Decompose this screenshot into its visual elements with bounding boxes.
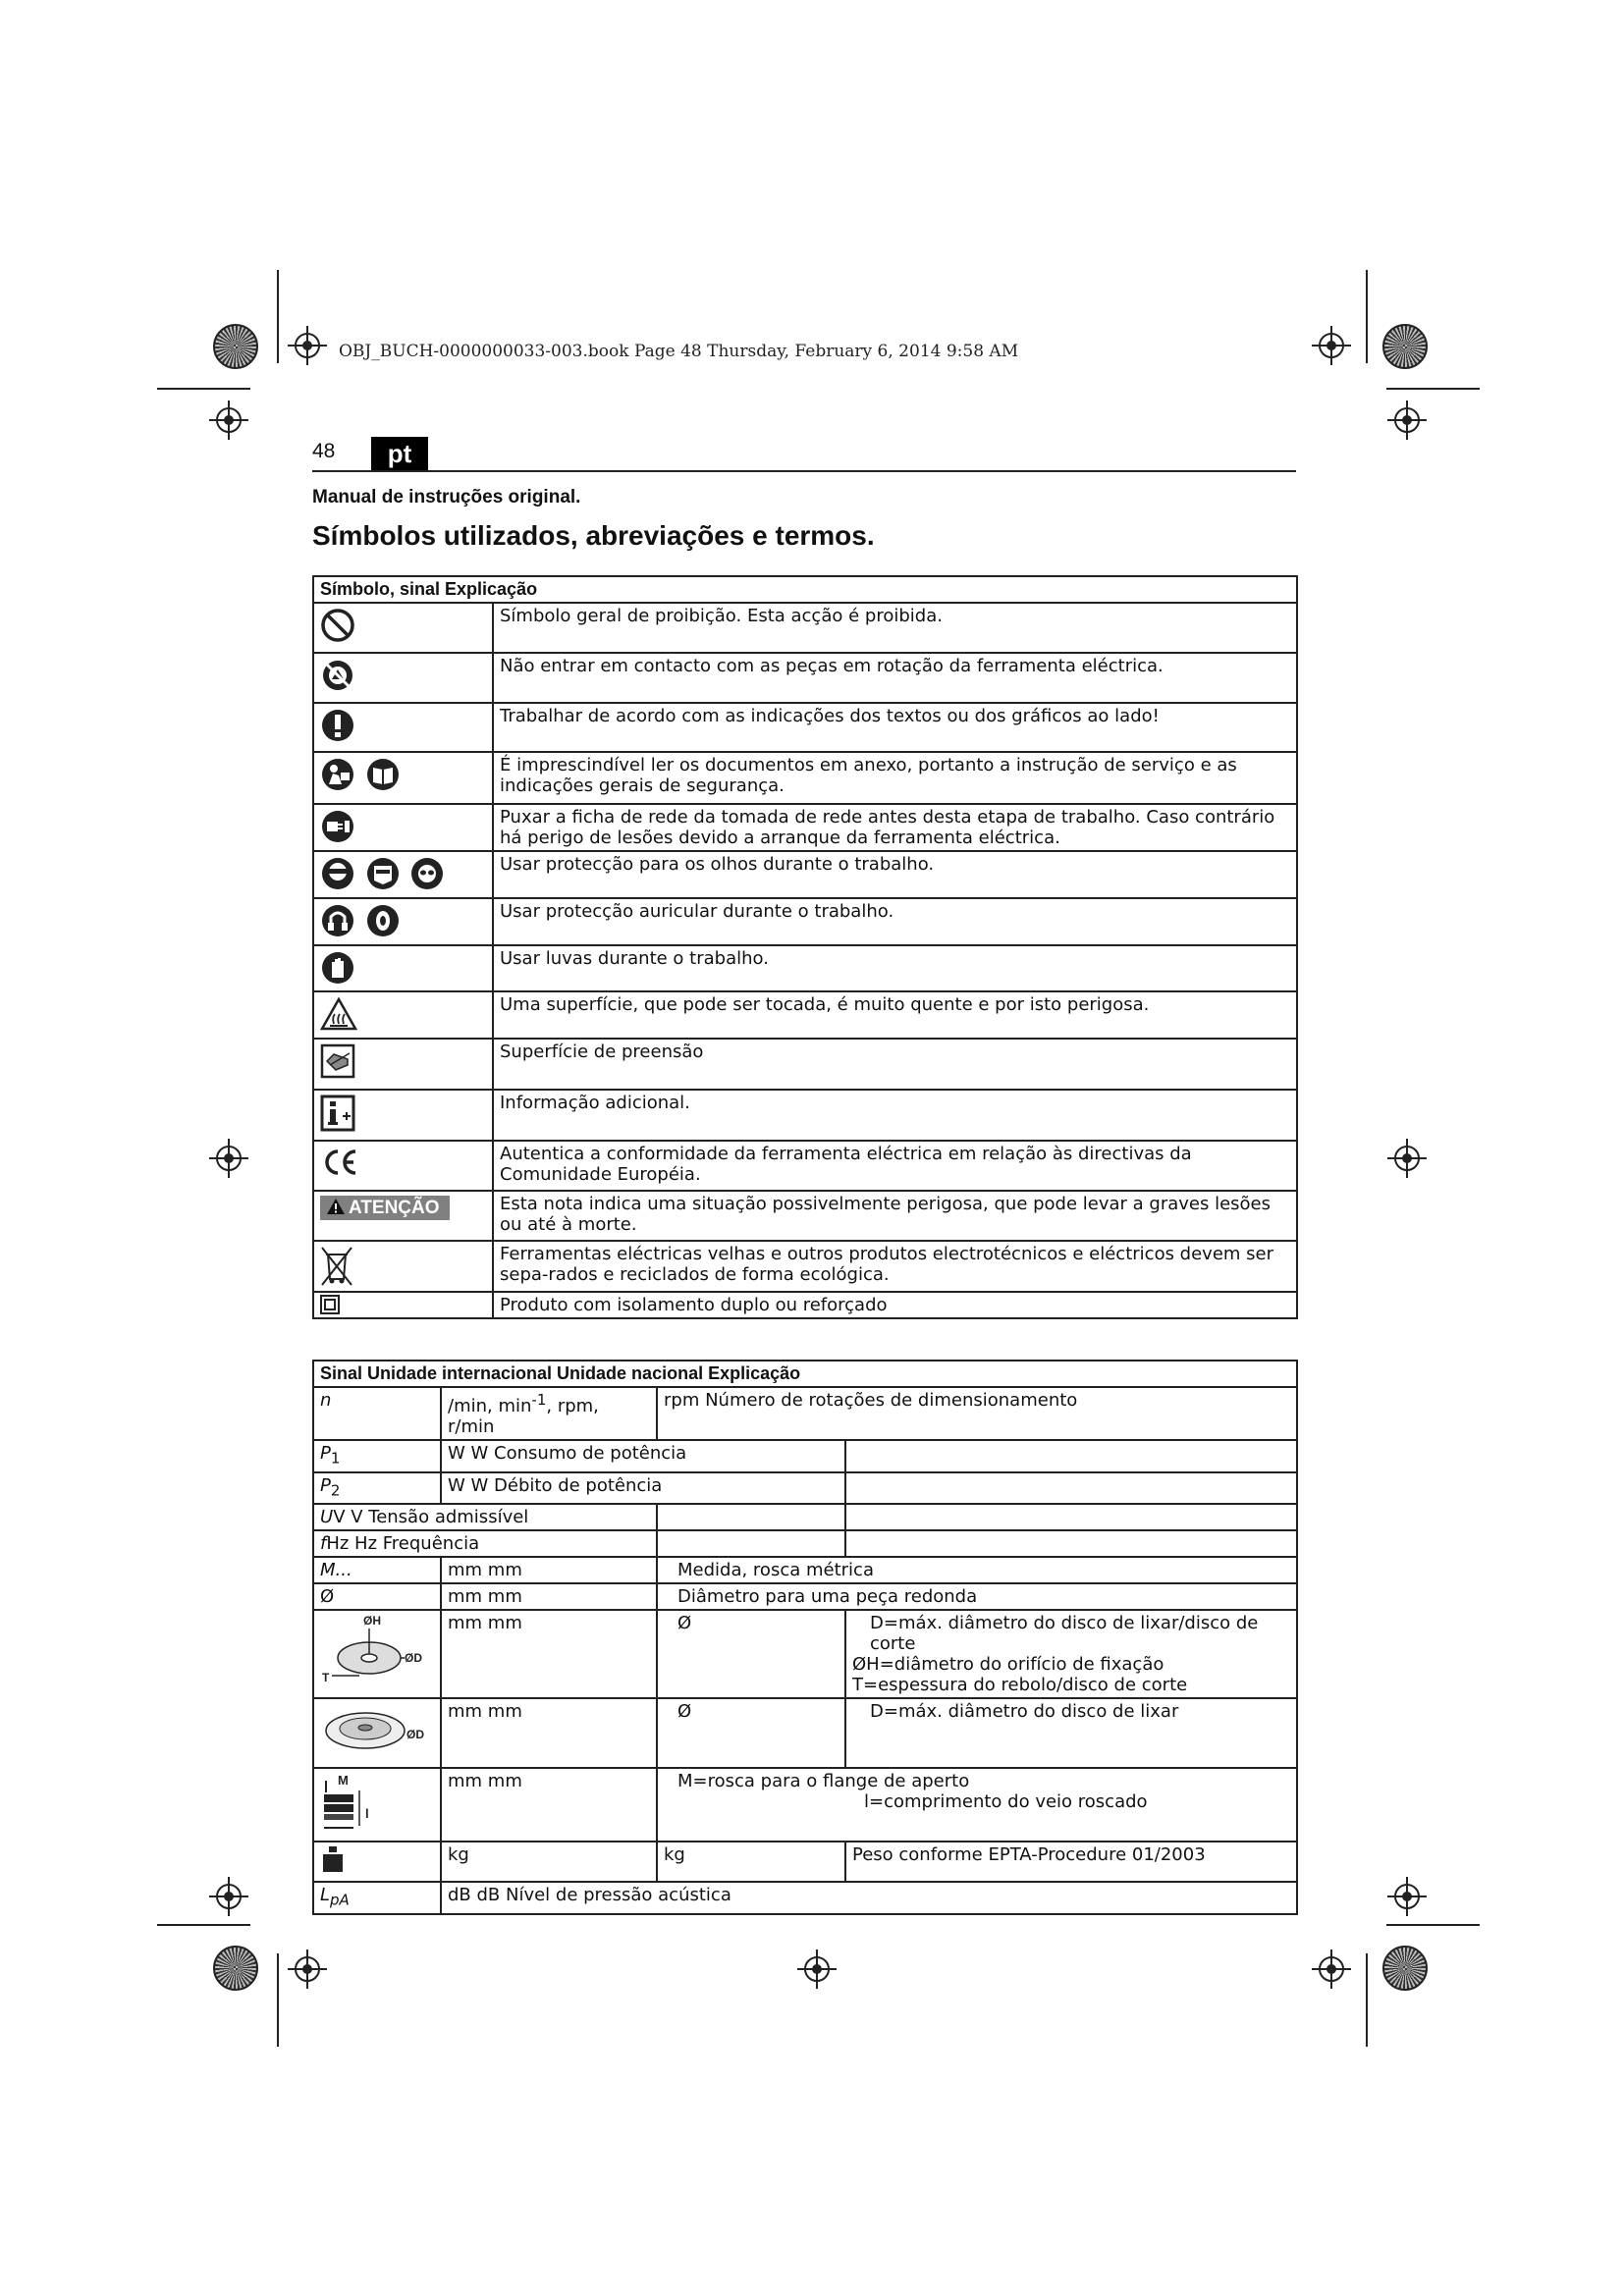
explanation-cell: Trabalhar de acordo com as indicações dos textos ou dos gráficos ao lado! [493, 703, 1297, 752]
registration-mark-icon [797, 1949, 837, 1989]
sign-l: L [320, 1885, 331, 1906]
table-row [313, 1842, 1297, 1882]
grip-surface-icon [320, 1043, 355, 1079]
table-row [313, 752, 1297, 804]
crop-mark [157, 388, 250, 390]
sign-u: U [320, 1507, 334, 1528]
ce-mark-icon [320, 1146, 361, 1179]
explanation-cell: Ferramentas eléctricas velhas e outros produtos electrotécnicos e eléctricos devem ser sepa-rados e reciclados de forma ecológica. [493, 1241, 1297, 1292]
sign-cell [313, 1842, 441, 1882]
unplug-icon [320, 809, 355, 844]
symbol-cell [313, 991, 493, 1039]
empty-cell [845, 1472, 1297, 1505]
crop-mark [1386, 1924, 1480, 1926]
svg-text:ØD: ØD [405, 1651, 422, 1666]
sign-n: n [320, 1390, 332, 1411]
subtitle: Manual de instruções original. [312, 487, 581, 507]
explanation-cell: Usar luvas durante o trabalho. [493, 945, 1297, 991]
crop-mark [157, 1924, 250, 1926]
explanation-line: ØH=diâmetro do orifício de fixação [852, 1654, 1164, 1676]
intl-unit-text: , rpm, [546, 1396, 599, 1416]
intl-unit-cell [441, 1387, 657, 1440]
table-row [313, 703, 1297, 752]
combined-cell [313, 1504, 657, 1530]
prohibition-icon [320, 608, 355, 643]
ear-muffs-icon [365, 903, 401, 938]
goggles-icon [409, 856, 445, 891]
symbol-cell [313, 703, 493, 752]
page-number: 48 [312, 440, 336, 462]
table-row [313, 898, 1297, 945]
eye-protection-icon [320, 856, 355, 891]
symbol-cell [313, 1292, 493, 1318]
symbol-cell [313, 1090, 493, 1141]
no-touch-rotating-icon [320, 658, 355, 693]
subscript: 1 [330, 1449, 341, 1468]
table-header-row [313, 576, 1297, 603]
sign-cell [313, 1698, 441, 1768]
registration-mark-icon [288, 326, 327, 365]
table-row [313, 1610, 1297, 1698]
table-row [313, 1472, 1297, 1505]
intl-unit-cell: mm mm [441, 1610, 657, 1698]
hot-surface-icon [320, 996, 357, 1032]
intl-unit-cell: kg [441, 1842, 657, 1882]
sanding-disc-diagram-icon [320, 1701, 430, 1760]
table-row [313, 603, 1297, 653]
empty-cell [845, 1504, 1297, 1530]
manual-book-icon [365, 757, 401, 792]
sign-m: M... [320, 1560, 352, 1581]
national-unit-cell: rpm Número de rotações de dimensionamento [657, 1387, 1297, 1440]
combined-text: Hz Hz Frequência [326, 1533, 480, 1555]
explanation-cell: Superfície de preensão [493, 1039, 1297, 1090]
table-row [313, 1530, 1297, 1557]
explanation-cell: Usar protecção para os olhos durante o trabalho. [493, 851, 1297, 898]
empty-cell [657, 1504, 845, 1530]
intl-unit-cell: mm mm [441, 1583, 657, 1610]
spindle-thread-diagram-icon [320, 1771, 379, 1834]
explanation-cell [845, 1610, 1297, 1698]
table-header: Sinal Unidade internacional Unidade nacional Explicação [313, 1361, 1297, 1387]
table-row [313, 1141, 1297, 1191]
subscript: pA [330, 1891, 350, 1909]
symbol-cell [313, 653, 493, 703]
superscript: -1 [531, 1391, 547, 1409]
color-bar-icon [213, 1946, 258, 1991]
registration-mark-icon [1387, 1139, 1427, 1178]
table-row [313, 1241, 1297, 1292]
national-unit-cell: Ø [657, 1698, 845, 1768]
registration-mark-icon [1312, 326, 1351, 365]
intl-unit-text: r/min [448, 1416, 495, 1437]
sign-f: f [320, 1533, 327, 1555]
gloves-icon [320, 950, 355, 986]
symbol-cell [313, 1191, 493, 1241]
table-row [313, 1768, 1297, 1842]
registration-mark-icon [1312, 1949, 1351, 1989]
table-row [313, 1090, 1297, 1141]
explanation-cell: É imprescindível ler os documentos em anexo, portanto a instrução de serviço e as indicações gerais de segurança. [493, 752, 1297, 804]
empty-cell [657, 1530, 845, 1557]
symbol-cell [313, 898, 493, 945]
table-row [313, 1292, 1297, 1318]
empty-cell [845, 1440, 1297, 1472]
sign-cell [313, 1387, 441, 1440]
table-header: Símbolo, sinal Explicação [313, 576, 1297, 603]
symbol-cell [313, 1039, 493, 1090]
registration-mark-icon [288, 1949, 327, 1989]
color-bar-icon [213, 324, 258, 369]
double-insulation-icon [320, 1295, 340, 1314]
symbol-cell [313, 1241, 493, 1292]
explanation-cell: Autentica a conformidade da ferramenta eléctrica em relação às directivas da Comunidade Européia. [493, 1141, 1297, 1191]
svg-text:M: M [338, 1773, 349, 1789]
registration-mark-icon [209, 1139, 248, 1178]
file-info-line: OBJ_BUCH-0000000033-003.book Page 48 Thursday, February 6, 2014 9:58 AM [339, 342, 1019, 361]
registration-mark-icon [209, 1877, 248, 1916]
language-tag: pt [371, 437, 428, 470]
table-row [313, 1882, 1297, 1914]
combined-text: V V Tensão admissível [333, 1507, 529, 1528]
explanation-cell: D=máx. diâmetro do disco de lixar [845, 1698, 1297, 1768]
sign-cell [313, 1583, 441, 1610]
national-unit-cell: Diâmetro para uma peça redonda [657, 1583, 1297, 1610]
explanation-cell: Esta nota indica uma situação possivelmente perigosa, que pode levar a graves lesões ou até à morte. [493, 1191, 1297, 1241]
registration-mark-icon [1387, 1877, 1427, 1916]
read-manual-person-icon [320, 757, 355, 792]
combined-cell: W W Débito de potência [441, 1472, 845, 1505]
intl-unit-cell: mm mm [441, 1698, 657, 1768]
face-shield-icon [365, 856, 401, 891]
warning-label-text: ATENÇÃO [349, 1198, 440, 1218]
table-row [313, 1504, 1297, 1530]
empty-cell [845, 1530, 1297, 1557]
explanation-cell: Não entrar em contacto com as peças em rotação da ferramenta eléctrica. [493, 653, 1297, 703]
registration-mark-icon [209, 400, 248, 440]
sign-cell [313, 1610, 441, 1698]
combined-cell [313, 1530, 657, 1557]
explanation-line: D=máx. diâmetro do disco de lixar/disco de corte [870, 1613, 1259, 1655]
warning-triangle-icon [326, 1198, 346, 1215]
page-title: Símbolos utilizados, abreviações e termos. [312, 520, 875, 551]
weee-bin-icon [320, 1246, 353, 1287]
explanation-cell: Informação adicional. [493, 1090, 1297, 1141]
table-row [313, 1583, 1297, 1610]
color-bar-icon [1382, 1946, 1428, 1991]
sign-cell [313, 1472, 441, 1505]
explanation-line: M=rosca para o flange de aperto [677, 1771, 970, 1792]
sign-cell [313, 1882, 441, 1914]
sign-diameter: Ø [320, 1586, 335, 1608]
explanation-line: T=espessura do rebolo/disco de corte [852, 1675, 1188, 1696]
crop-mark [277, 270, 279, 363]
symbol-cell [313, 752, 493, 804]
subscript: 2 [330, 1481, 341, 1500]
explanation-cell: Puxar a ficha de rede da tomada de rede antes desta etapa de trabalho. Caso contrário há perigo de lesões devido a arranque da ferramenta eléctrica. [493, 804, 1297, 851]
symbol-cell [313, 1141, 493, 1191]
weight-icon [320, 1844, 346, 1874]
national-unit-cell: kg [657, 1842, 845, 1882]
intl-unit-cell: mm mm [441, 1557, 657, 1583]
sign-cell [313, 1557, 441, 1583]
svg-text:l: l [365, 1806, 369, 1822]
table-row [313, 1440, 1297, 1472]
sign-cell [313, 1440, 441, 1472]
explanation-cell: Produto com isolamento duplo ou reforçado [493, 1292, 1297, 1318]
explanation-cell: Símbolo geral de proibição. Esta acção é proibida. [493, 603, 1297, 653]
symbol-cell [313, 945, 493, 991]
cutting-disc-diagram-icon [320, 1613, 430, 1687]
symbols-table [312, 575, 1298, 1319]
sign-p: P [320, 1443, 331, 1464]
registration-mark-icon [1387, 400, 1427, 440]
symbol-cell [313, 603, 493, 653]
header-rule [312, 470, 1296, 472]
table-header-row [313, 1361, 1297, 1387]
crop-mark [1366, 1953, 1368, 2047]
crop-mark [1386, 388, 1480, 390]
combined-cell: W W Consumo de potência [441, 1440, 845, 1472]
intl-unit-text: /min, min [448, 1396, 532, 1416]
national-unit-cell [657, 1768, 1297, 1842]
explanation-cell: Peso conforme EPTA-Procedure 01/2003 [845, 1842, 1297, 1882]
table-row [313, 1387, 1297, 1440]
ear-protection-icon [320, 903, 355, 938]
mandatory-exclamation-icon [320, 708, 355, 743]
table-row [313, 945, 1297, 991]
svg-text:ØH: ØH [363, 1614, 381, 1629]
sign-cell [313, 1768, 441, 1842]
combined-cell: dB dB Nível de pressão acústica [441, 1882, 1297, 1914]
explanation-cell: Usar protecção auricular durante o trabalho. [493, 898, 1297, 945]
table-row [313, 1698, 1297, 1768]
national-unit-cell: Medida, rosca métrica [657, 1557, 1297, 1583]
table-row [313, 1557, 1297, 1583]
symbol-cell [313, 804, 493, 851]
units-table [312, 1360, 1298, 1915]
warning-label-icon [320, 1196, 450, 1220]
table-row [313, 804, 1297, 851]
table-row [313, 851, 1297, 898]
intl-unit-cell: mm mm [441, 1768, 657, 1842]
crop-mark [1366, 270, 1368, 363]
table-row [313, 1191, 1297, 1241]
sign-p: P [320, 1474, 331, 1496]
explanation-cell: Uma superfície, que pode ser tocada, é muito quente e por isto perigosa. [493, 991, 1297, 1039]
table-row [313, 991, 1297, 1039]
symbol-cell [313, 851, 493, 898]
table-row [313, 1039, 1297, 1090]
table-row [313, 653, 1297, 703]
national-unit-cell: Ø [657, 1610, 845, 1698]
svg-text:ØD: ØD [406, 1728, 424, 1742]
svg-text:T: T [322, 1671, 330, 1685]
explanation-line: l=comprimento do veio roscado [864, 1791, 1148, 1813]
color-bar-icon [1382, 324, 1428, 369]
info-icon [320, 1095, 355, 1132]
crop-mark [277, 1953, 279, 2047]
